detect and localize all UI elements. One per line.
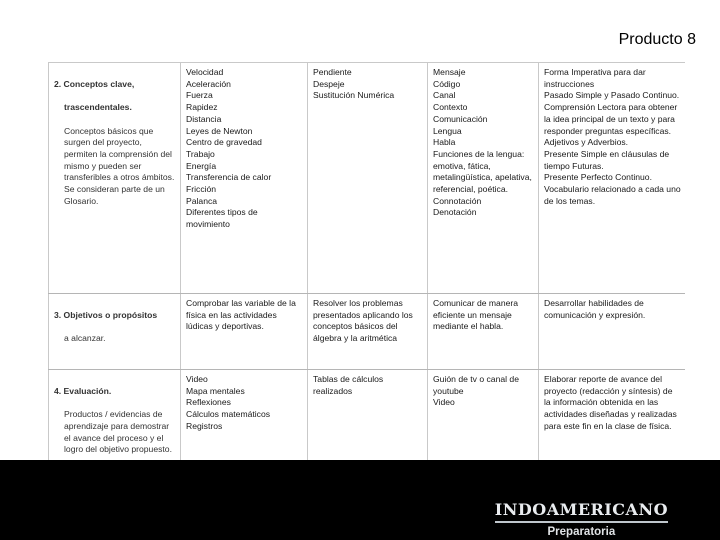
brand-name: INDOAMERICANO: [494, 500, 668, 519]
table-cell: Pendiente Despeje Sustitución Numérica: [308, 63, 428, 294]
footer-bar: [0, 460, 720, 540]
table-cell: Guión de tv o canal de youtube Video: [428, 370, 539, 475]
row-heading: 4. Evaluación.: [54, 385, 112, 396]
row-heading-cell: [49, 370, 181, 475]
row-description: Conceptos básicos que surgen del proyecto, permiten la comprensión del mismo y pueden ser transferibles a otros ámbitos. Se consideran parte de un Glosario.: [64, 125, 175, 206]
table-cell: Tablas de cálculos realizados: [308, 370, 428, 475]
table-cell: Velocidad Aceleración Fuerza Rapidez Distancia Leyes de Newton Centro de gravedad Trabajo Energía Transferencia de calor Fricción Palanca Diferentes tipos de movimiento: [181, 63, 308, 294]
row-heading-cell: [49, 63, 181, 294]
embedded-document: [48, 62, 681, 482]
table-cell: Video Mapa mentales Reflexiones Cálculos matemáticos Registros: [181, 370, 308, 475]
row-heading: 3. Objetivos o propósitos: [54, 309, 158, 320]
row-description: a alcanzar.: [64, 333, 106, 344]
brand-logo: [495, 500, 668, 538]
table-cell: Mensaje Código Canal Contexto Comunicación Lengua Habla Funciones de la lengua: emotiva, fática, metalingüística, apelativa, referencial, poética. Connotación Denotación: [428, 63, 539, 294]
brand-subtitle: Preparatoria: [547, 526, 616, 538]
table-row: [49, 370, 686, 475]
table-cell: Comprobar las variable de la física en las actividades lúdicas y deportivas.: [181, 294, 308, 370]
table-cell: Elaborar reporte de avance del proyecto (redacción y síntesis) de la información obtenida en las actividades diseñadas y realizadas para este fin en la clase de física.: [539, 370, 686, 475]
row-heading-cell: [49, 294, 181, 370]
table-cell: Resolver los problemas presentados aplicando los conceptos básicos del álgebra y la aritmética: [308, 294, 428, 370]
row-heading-continued: trascendentales.: [64, 102, 132, 113]
row-description: Productos / evidencias de aprendizaje para demostrar el avance del proceso y el logro del objetivo propuesto.: [64, 409, 172, 455]
project-table: [48, 62, 685, 475]
table-row: [49, 63, 686, 294]
brand-divider: [495, 521, 668, 523]
row-heading: 2. Conceptos clave,: [54, 78, 135, 89]
table-cell: Desarrollar habilidades de comunicación y expresión.: [539, 294, 686, 370]
table-row: [49, 294, 686, 370]
table-cell: Comunicar de manera eficiente un mensaje mediante el habla.: [428, 294, 539, 370]
slide-title: Producto 8: [618, 31, 696, 48]
table-cell: Forma Imperativa para dar instrucciones Pasado Simple y Pasado Continuo. Comprensión Lectora para obtener la idea principal de un texto y para responder preguntas específicas. Adjetivos y Adverbios. Presente Simple en cláusulas de tiempo Futuras. Presente Perfecto Continuo. Vocabulario relacionado a cada uno de los temas.: [539, 63, 686, 294]
